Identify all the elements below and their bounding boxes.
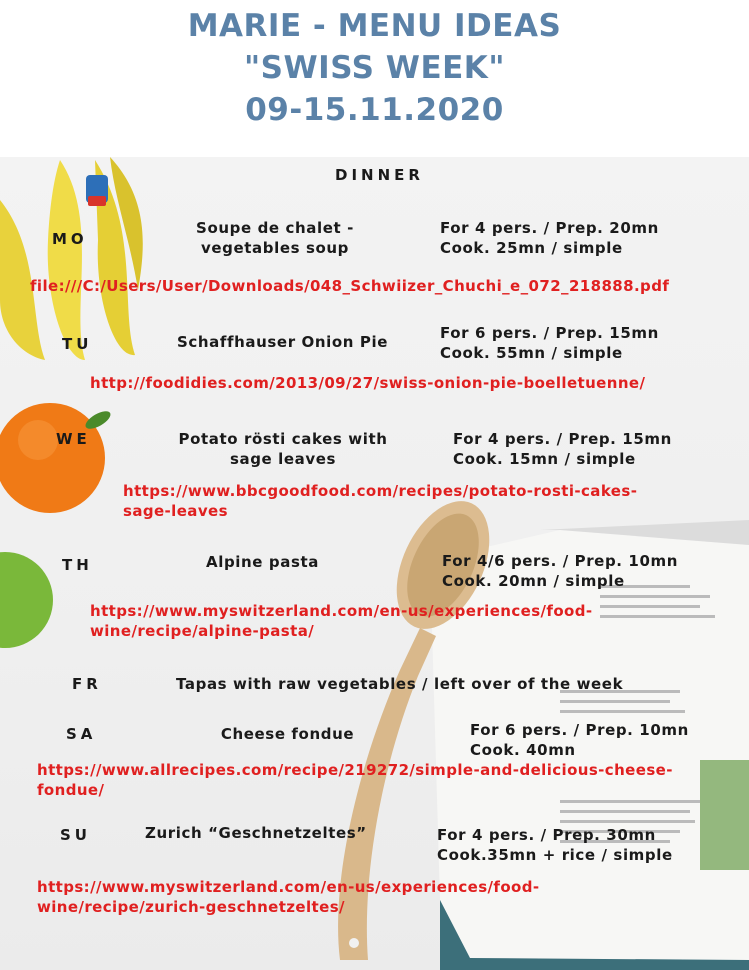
day-label-thursday: TH	[62, 556, 93, 574]
lime-icon	[0, 552, 53, 648]
info-line: For 6 pers. / Prep. 10mn	[470, 721, 689, 739]
link-line[interactable]: https://www.bbcgoodfood.com/recipes/potato-rosti-cakes-	[123, 482, 638, 500]
dish-friday	[176, 674, 623, 694]
link-line[interactable]: sage-leaves	[123, 502, 228, 520]
info-line: For 4 pers. / Prep. 15mn	[453, 430, 672, 448]
day-label-saturday: SA	[66, 725, 97, 743]
info-line: For 4/6 pers. / Prep. 10mn	[442, 552, 679, 570]
day-label-wednesday: WE	[56, 430, 91, 448]
dish-thursday	[190, 552, 335, 572]
page-title-line-3: 09-15.11.2020	[245, 92, 504, 128]
link-line[interactable]: https://www.myswitzerland.com/en-us/experiences/food-	[90, 602, 593, 620]
info-line: Cook. 25mn / simple	[440, 239, 623, 257]
day-label-monday: MO	[52, 230, 88, 248]
link-line[interactable]: https://www.allrecipes.com/recipe/219272/simple-and-delicious-cheese-	[37, 761, 673, 779]
link-line[interactable]: wine/recipe/zurich-geschnetzeltes/	[37, 898, 345, 916]
info-sunday	[437, 825, 673, 865]
day-label-sunday: SU	[60, 826, 91, 844]
dish-line: Potato rösti cakes with	[178, 430, 388, 448]
dish-tuesday	[170, 332, 395, 352]
section-label-dinner: DINNER	[335, 166, 424, 184]
day-label-friday: FR	[72, 675, 102, 693]
dish-sunday	[145, 823, 367, 843]
recipe-link-saturday[interactable]	[37, 760, 673, 800]
info-line: Cook. 15mn / simple	[453, 450, 636, 468]
link-line[interactable]: http://foodidies.com/2013/09/27/swiss-onion-pie-boelletuenne/	[90, 374, 646, 392]
dish-line: Tapas with raw vegetables / left over of the week	[176, 675, 624, 693]
link-line[interactable]: file:///C:/Users/User/Downloads/048_Schwiizer_Chuchi_e_072_218888.pdf	[30, 277, 670, 295]
dish-line: Alpine pasta	[206, 553, 319, 571]
info-tuesday	[440, 323, 659, 363]
info-line: Cook. 20mn / simple	[442, 572, 625, 590]
info-line: For 6 pers. / Prep. 15mn	[440, 324, 659, 342]
dish-line: Soupe de chalet -	[196, 219, 354, 237]
link-line[interactable]: fondue/	[37, 781, 105, 799]
link-line[interactable]: wine/recipe/alpine-pasta/	[90, 622, 315, 640]
dish-monday	[180, 218, 370, 258]
info-wednesday	[453, 429, 672, 469]
info-monday	[440, 218, 659, 258]
recipe-link-tuesday[interactable]	[90, 373, 645, 393]
header	[0, 0, 749, 157]
dish-line: sage leaves	[229, 450, 337, 468]
info-saturday	[470, 720, 689, 760]
recipe-link-monday[interactable]	[30, 276, 669, 296]
dish-line: Zurich “Geschnetzeltes”	[145, 824, 367, 842]
dish-wednesday	[168, 429, 398, 469]
info-line: Cook. 40mn	[470, 741, 576, 759]
info-thursday	[442, 551, 678, 591]
day-label-tuesday: TU	[62, 335, 93, 353]
banana-icon	[0, 157, 143, 360]
dish-line: Cheese fondue	[220, 725, 355, 743]
recipe-link-wednesday[interactable]	[123, 481, 637, 521]
dish-line: vegetables soup	[200, 239, 349, 257]
dish-line: Schaffhauser Onion Pie	[176, 333, 389, 351]
info-line: For 4 pers. / Prep. 20mn	[440, 219, 659, 237]
info-line: Cook. 55mn / simple	[440, 344, 623, 362]
info-line: Cook.35mn + rice / simple	[437, 846, 673, 864]
info-line: For 4 pers. / Prep. 30mn	[437, 826, 656, 844]
link-line[interactable]: https://www.myswitzerland.com/en-us/experiences/food-	[37, 878, 540, 896]
page-title-line-1: MARIE - MENU IDEAS	[187, 8, 562, 44]
recipe-link-sunday[interactable]	[37, 877, 540, 917]
dish-saturday	[210, 724, 365, 744]
orange-icon	[0, 403, 113, 513]
page-title-line-2: "SWISS WEEK"	[244, 50, 505, 86]
recipe-link-thursday[interactable]	[90, 601, 593, 641]
